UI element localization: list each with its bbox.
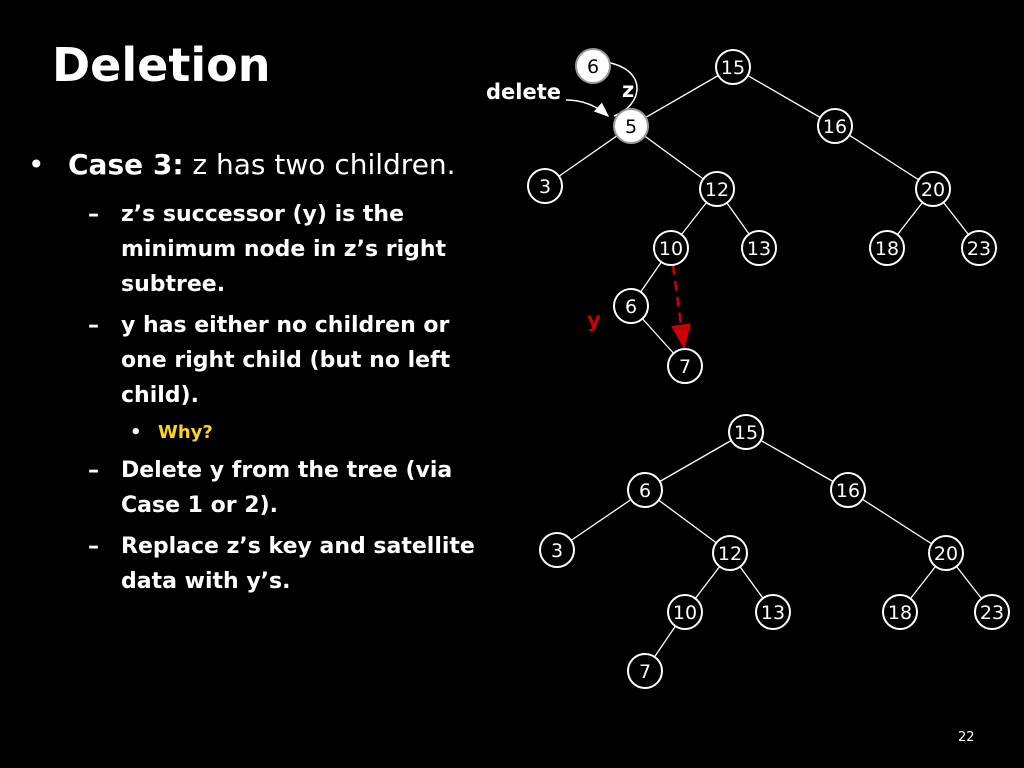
- top-node-16: [818, 109, 852, 143]
- diagram-labels: [486, 78, 634, 332]
- sub-bullet-replace-key: – Replace z’s key and satellite data with y’s.: [28, 529, 498, 599]
- copied-successor-node: [576, 49, 610, 83]
- bottom-node-16: [831, 473, 865, 507]
- z-label: z: [622, 78, 635, 102]
- copied-successor-label: 6: [586, 56, 600, 78]
- top-tree-edges: [545, 67, 979, 366]
- top-node-6: [614, 289, 648, 323]
- top-node-10: [654, 231, 688, 265]
- bottom-node-label: 10: [672, 602, 698, 624]
- top-node-13: [742, 231, 776, 265]
- top-node-12: [700, 172, 734, 206]
- top-node-23: [962, 231, 996, 265]
- bottom-node-label: 16: [835, 480, 861, 502]
- bottom-node-label: 23: [979, 602, 1005, 624]
- top-node-label: 3: [538, 176, 552, 198]
- top-node-5: [614, 109, 648, 143]
- top-node-label: 15: [720, 57, 746, 79]
- page-number: 22: [958, 730, 975, 745]
- top-node-label: 18: [874, 238, 900, 260]
- top-node-7: [668, 349, 702, 383]
- top-node-label: 5: [624, 116, 638, 138]
- top-node-label: 6: [624, 296, 638, 318]
- successor-dashed-arrow: [673, 265, 684, 347]
- top-node-label: 7: [678, 356, 692, 378]
- top-node-label: 12: [704, 179, 730, 201]
- bottom-node-20: [929, 536, 963, 570]
- bottom-node-3: [540, 533, 574, 567]
- y-label: y: [587, 308, 601, 332]
- delete-label: delete: [486, 80, 561, 104]
- bottom-node-13: [756, 595, 790, 629]
- bottom-node-23: [975, 595, 1009, 629]
- bottom-node-18: [883, 595, 917, 629]
- bottom-node-label: 3: [550, 540, 564, 562]
- bottom-node-label: 6: [638, 480, 652, 502]
- bottom-node-label: 18: [887, 602, 913, 624]
- bottom-tree-edges: [557, 432, 992, 671]
- slide-title: Deletion: [52, 38, 271, 92]
- top-tree-nodes: [528, 49, 996, 383]
- sub-sub-bullet-why: • Why?: [28, 419, 498, 447]
- sub-bullet-successor: – z’s successor (y) is the minimum node in z’s right subtree.: [28, 197, 498, 302]
- delete-arrow: [566, 100, 608, 116]
- case-text: z has two children.: [183, 148, 456, 181]
- case-label: Case 3:: [68, 148, 184, 181]
- top-node-15: [716, 50, 750, 84]
- sub-bullet-delete-y: – Delete y from the tree (via Case 1 or 2).: [28, 453, 498, 523]
- top-node-18: [870, 231, 904, 265]
- bottom-node-10: [668, 595, 702, 629]
- top-node-label: 13: [746, 238, 772, 260]
- top-node-label: 23: [966, 238, 992, 260]
- top-node-20: [916, 172, 950, 206]
- top-node-3: [528, 169, 562, 203]
- bottom-node-label: 15: [733, 422, 759, 444]
- bottom-node-6: [628, 473, 662, 507]
- bottom-node-label: 20: [933, 543, 959, 565]
- bottom-tree-nodes: [540, 415, 1009, 688]
- sub-bullet-no-left-child: – y has either no children or one right child (but no left child).: [28, 308, 498, 413]
- bottom-node-label: 12: [717, 543, 743, 565]
- bottom-node-label: 13: [760, 602, 786, 624]
- top-node-label: 20: [920, 179, 946, 201]
- bottom-node-label: 7: [638, 661, 652, 683]
- bottom-node-7: [628, 654, 662, 688]
- bottom-node-12: [713, 536, 747, 570]
- top-node-label: 10: [658, 238, 684, 260]
- top-node-label: 16: [822, 116, 848, 138]
- bottom-node-15: [729, 415, 763, 449]
